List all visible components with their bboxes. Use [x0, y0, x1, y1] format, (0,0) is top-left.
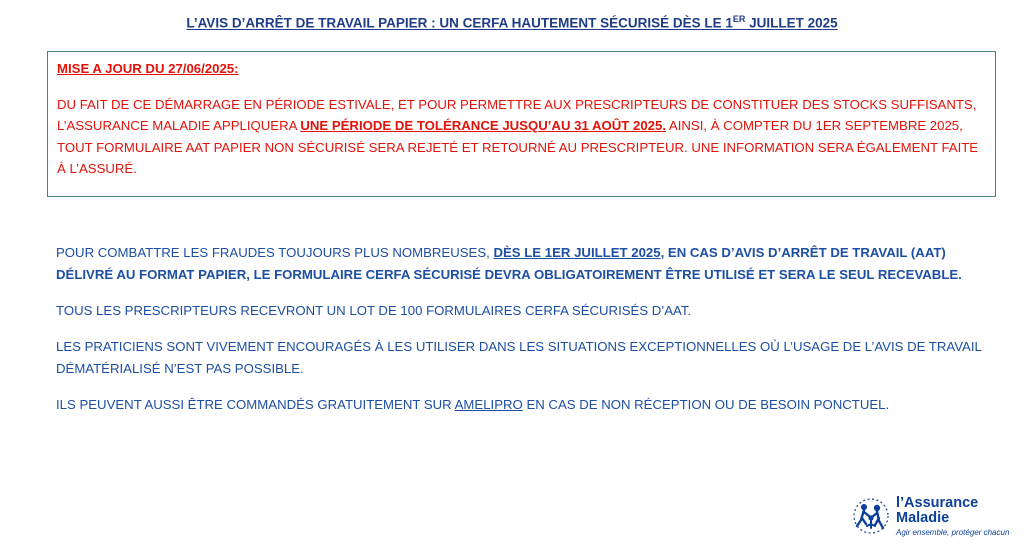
paragraph-fraud-bold: , EN CAS D’AVIS D’ARRÊT DE TRAVAIL (AAT) DÉLIVRÉ AU FORMAT PAPIER, LE FORMULAIRE CERFA SÉCURISÉ DEVRA OBLIGATOIREMENT ÊTRE UTILISÉ ET SERA LE SEUL RECEVABLE.	[56, 245, 962, 282]
paragraph-fraud-intro: POUR COMBATTRE LES FRAUDES TOUJOURS PLUS NOMBREUSES,	[56, 245, 494, 260]
amelipro-link[interactable]: AMELIPRO	[454, 397, 523, 412]
paragraph-prescribers: TOUS LES PRESCRIPTEURS RECEVRONT UN LOT DE 100 FORMULAIRES CERFA SÉCURISÉS D’AAT.	[56, 303, 692, 318]
logo-name	[896, 496, 978, 526]
page-title-text: L’AVIS D’ARRÊT DE TRAVAIL PAPIER : UN CERFA HAUTEMENT SÉCURISÉ DÈS LE 1	[186, 15, 733, 31]
main-content	[56, 242, 996, 430]
paragraph-order-before: ILS PEUVENT AUSSI ÊTRE COMMANDÉS GRATUITEMENT SUR	[56, 397, 455, 412]
assurance-maladie-logo-icon	[850, 494, 892, 538]
page-title-sup: ER	[732, 14, 746, 24]
update-paragraph	[57, 94, 986, 180]
paragraph-order-after: EN CAS DE NON RÉCEPTION OU DE BESOIN PONCTUEL.	[522, 397, 890, 412]
page-title	[0, 14, 1024, 31]
page-title-tail: JUILLET 2025	[745, 15, 838, 31]
update-notice-box	[47, 51, 996, 197]
update-text-after: AINSI, À COMPTER DU 1ER SEPTEMBRE 2025, TOUT FORMULAIRE AAT PAPIER NON SÉCURISÉ SERA REJETÉ ET RETOURNÉ AU PRESCRIPTEUR. UNE INFORMATION SERA ÉGALEMENT FAITE À L’ASSURÉ.	[57, 118, 979, 176]
paragraph-fraud	[56, 242, 996, 286]
update-text-before: DU FAIT DE CE DÉMARRAGE EN PÉRIODE ESTIVALE, ET POUR PERMETTRE AUX PRESCRIPTEURS DE CONSTITUER DES STOCKS SUFFISANTS, L’ASSURANCE MALADIE APPLIQUERA	[57, 96, 977, 133]
update-heading: MISE A JOUR DU 27/06/2025:	[57, 61, 239, 76]
paragraph-order	[56, 394, 996, 416]
assurance-maladie-logo	[850, 492, 1010, 542]
logo-name-line2: Maladie	[896, 510, 950, 526]
tolerance-period-highlight: UNE PÉRIODE DE TOLÉRANCE JUSQU’AU 31 AOÛT 2025.	[300, 118, 666, 133]
start-date-highlight: DÈS LE 1ER JUILLET 2025	[493, 245, 661, 260]
logo-name-line1: l’Assurance	[896, 495, 979, 511]
paragraph-practitioners: LES PRATICIENS SONT VIVEMENT ENCOURAGÉS À LES UTILISER DANS LES SITUATIONS EXCEPTIONNELLES OÙ L’USAGE DE L’AVIS DE TRAVAIL DÉMATÉRIALISÉ N’EST PAS POSSIBLE.	[56, 339, 982, 376]
logo-tagline: Agir ensemble, protéger chacun	[896, 528, 1010, 537]
